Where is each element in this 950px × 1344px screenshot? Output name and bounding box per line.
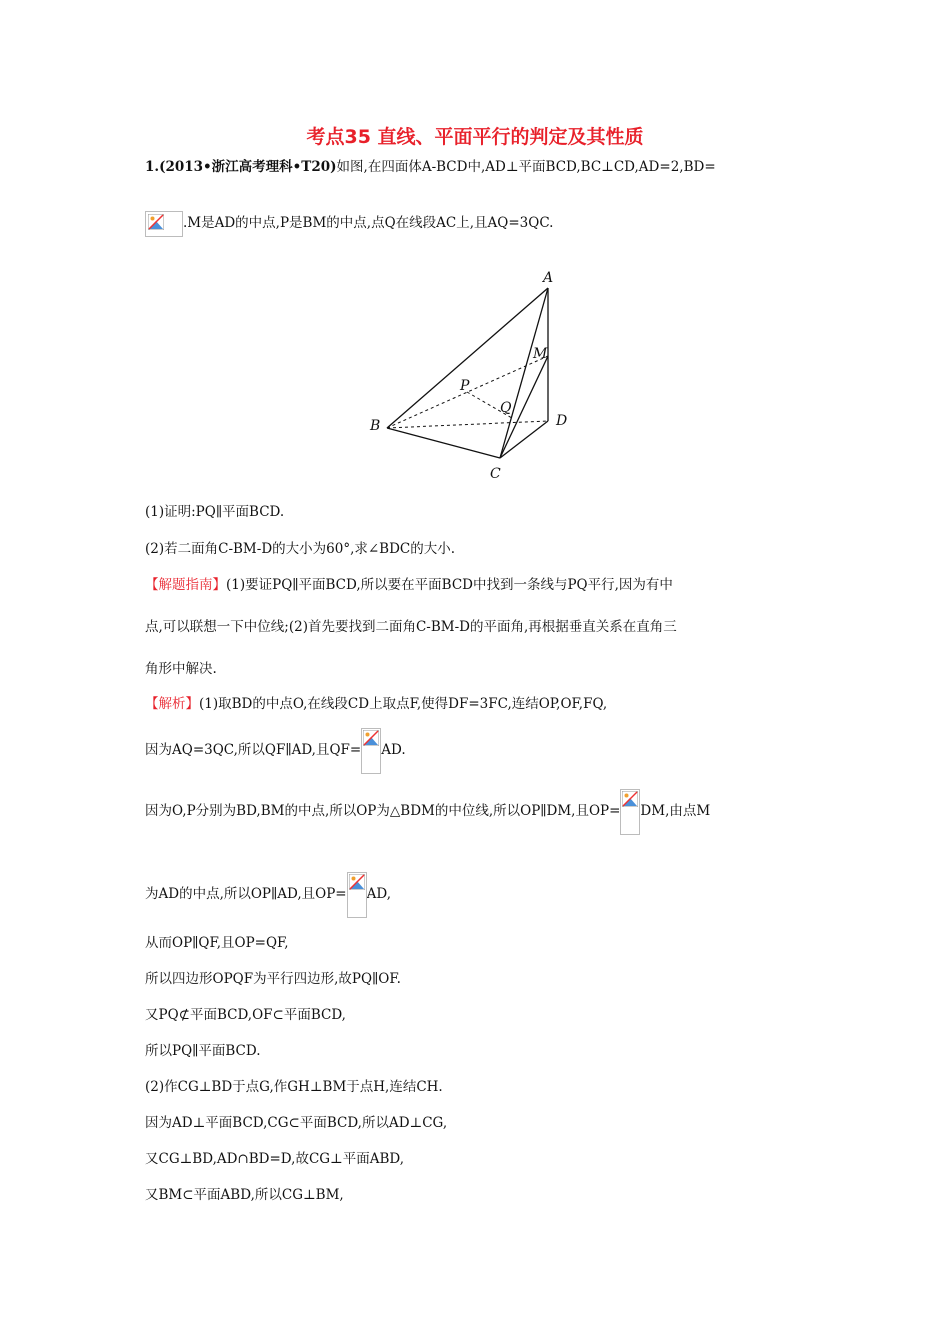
solution-text-2a: 因为AQ=3QC,所以QF∥AD,且QF= xyxy=(145,742,362,758)
solution-text-4a: 为AD的中点,所以OP∥AD,且OP= xyxy=(145,886,347,902)
label-d: D xyxy=(556,413,568,429)
problem-line-1 xyxy=(145,158,716,176)
guide-line-1 xyxy=(145,576,673,594)
solution-text-3b: DM,由点M xyxy=(640,803,711,819)
label-b: B xyxy=(370,418,381,434)
solution-text-4b: AD, xyxy=(366,886,391,902)
guide-text-1: (1)要证PQ∥平面BCD,所以要在平面BCD中找到一条线与PQ平行,因为有中 xyxy=(226,577,673,593)
page-title: 考点35 直线、平面平行的判定及其性质 xyxy=(306,126,644,148)
solution-text-2b: AD. xyxy=(381,742,406,758)
problem-prefix: 1.(2013•浙江高考理科•T20) xyxy=(145,159,337,175)
solution-line-9: (2)作CG⊥BD于点G,作GH⊥BM于点H,连结CH. xyxy=(145,1079,443,1095)
solution-line-3 xyxy=(145,788,710,835)
problem-line-2 xyxy=(145,210,553,237)
part-1: (1)证明:PQ∥平面BCD. xyxy=(145,504,285,520)
problem-text-2: .M是AD的中点,P是BM的中点,点Q在线段AC上,且AQ=3QC. xyxy=(183,215,554,231)
label-a: A xyxy=(543,270,554,286)
solution-line-10: 因为AD⊥平面BCD,CG⊂平面BCD,所以AD⊥CG, xyxy=(145,1115,448,1131)
broken-image-icon xyxy=(361,728,381,774)
solution-line-8: 所以PQ∥平面BCD. xyxy=(145,1043,261,1059)
broken-image-icon xyxy=(347,872,367,918)
guide-tag: 【解题指南】 xyxy=(145,577,226,593)
broken-image-icon xyxy=(620,789,640,835)
edge-bd-hidden xyxy=(387,421,548,428)
solution-line-1 xyxy=(145,695,607,713)
edge-bc xyxy=(387,428,500,458)
solution-line-6: 所以四边形OPQF为平行四边形,故PQ∥OF. xyxy=(145,971,401,987)
solution-line-2 xyxy=(145,727,406,774)
guide-line-2: 点,可以联想一下中位线;(2)首先要找到二面角C-BM-D的平面角,再根据垂直关系在直角三 xyxy=(145,619,677,635)
tetrahedron-figure xyxy=(360,268,590,488)
label-p: P xyxy=(460,378,470,394)
guide-line-3: 角形中解决. xyxy=(145,661,217,677)
solution-line-12: 又BM⊂平面ABD,所以CG⊥BM, xyxy=(145,1187,344,1203)
part-2: (2)若二面角C-BM-D的大小为60°,求∠BDC的大小. xyxy=(145,541,456,557)
edge-ac xyxy=(500,288,548,458)
solution-text-3a: 因为O,P分别为BD,BM的中点,所以OP为△BDM的中位线,所以OP∥DM,且OP= xyxy=(145,803,621,819)
solution-line-7: 又PQ⊄平面BCD,OF⊂平面BCD, xyxy=(145,1007,346,1023)
label-q: Q xyxy=(500,400,512,416)
broken-image-icon xyxy=(145,211,183,237)
label-c: C xyxy=(490,466,501,482)
problem-text-1: 如图,在四面体A-BCD中,AD⊥平面BCD,BC⊥CD,AD=2,BD= xyxy=(336,159,716,175)
label-m: M xyxy=(533,346,548,362)
solution-text-1: (1)取BD的中点O,在线段CD上取点F,使得DF=3FC,连结OP,OF,FQ, xyxy=(199,696,608,712)
solution-line-11: 又CG⊥BD,AD∩BD=D,故CG⊥平面ABD, xyxy=(145,1151,405,1167)
edge-cd xyxy=(500,421,548,458)
solution-line-4 xyxy=(145,871,391,918)
solution-line-5: 从而OP∥QF,且OP=QF, xyxy=(145,935,289,951)
solution-tag: 【解析】 xyxy=(145,696,199,712)
